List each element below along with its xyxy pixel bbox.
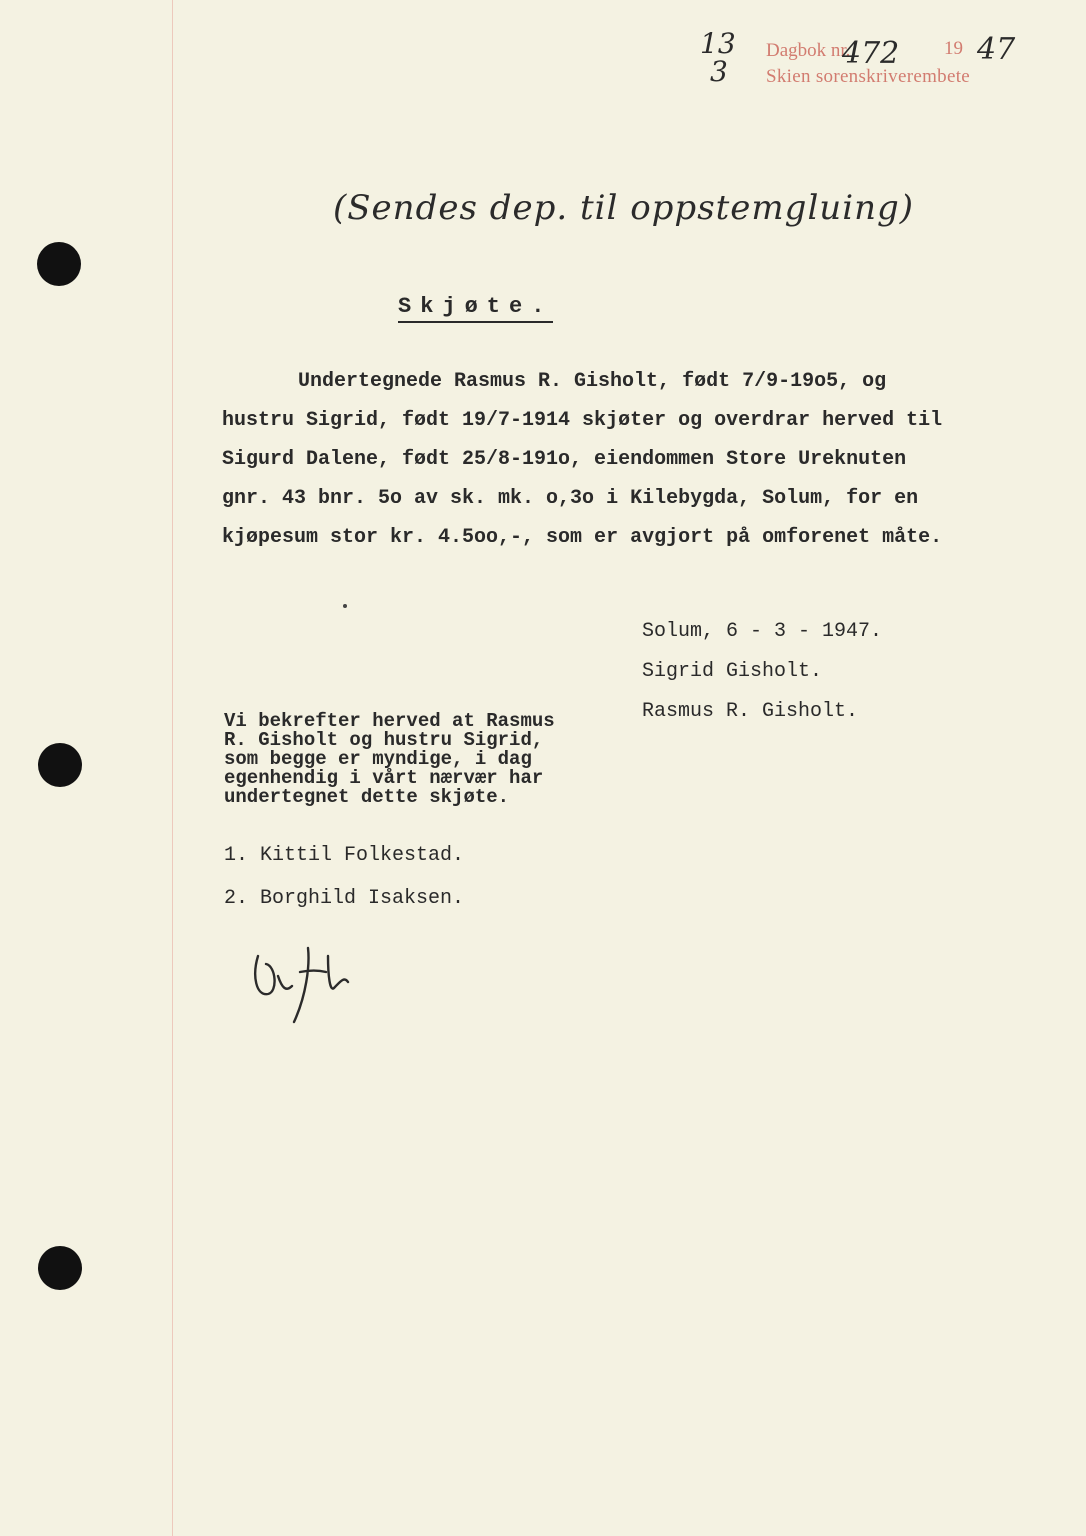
- body-line: Undertegnede Rasmus R. Gisholt, født 7/9-19o5, og: [298, 370, 887, 393]
- punch-hole: [37, 242, 81, 286]
- stamp-year-prefix: 19: [944, 38, 963, 59]
- margin-rule: [172, 0, 173, 1536]
- witness-line: Vi bekrefter herved at Rasmus: [224, 710, 555, 732]
- witness-line: undertegnet dette skjøte.: [224, 786, 510, 808]
- deed-body: [222, 362, 1002, 557]
- witness-entry: 2. Borghild Isaksen.: [224, 887, 465, 910]
- handwritten-initials: [248, 936, 378, 1026]
- stamp-office: Skien sorenskriverembete: [766, 66, 970, 87]
- handwritten-note: (Sendes dep. til oppstemgluing): [333, 188, 915, 228]
- signature-block: [642, 612, 882, 732]
- entry-year: 47: [977, 32, 1016, 67]
- body-line: Sigurd Dalene, født 25/8-191o, eiendommen Store Ureknuten: [222, 448, 907, 471]
- punch-hole: [38, 1246, 82, 1290]
- stamp-label: Dagbok nr.: [766, 40, 851, 61]
- document-title: Skjøte.: [398, 294, 553, 323]
- entry-number: 472: [842, 36, 900, 71]
- body-line: hustru Sigrid, født 19/7-1914 skjøter og overdrar herved til: [222, 409, 943, 432]
- place-date: Solum, 6 - 3 - 1947.: [642, 620, 883, 643]
- date-day: 13: [700, 27, 736, 60]
- witness-statement: [224, 712, 555, 807]
- punch-hole: [38, 743, 82, 787]
- signer-name: Sigrid Gisholt.: [642, 660, 823, 683]
- witness-line: som begge er myndige, i dag: [224, 748, 532, 770]
- signer-name: Rasmus R. Gisholt.: [642, 700, 859, 723]
- handwritten-date: [700, 27, 736, 88]
- witness-line: egenhendig i vårt nærvær har: [224, 767, 544, 789]
- body-line: gnr. 43 bnr. 5o av sk. mk. o,3o i Kilebygda, Solum, for en: [222, 487, 919, 510]
- witness-entry: 1. Kittil Folkestad.: [224, 844, 465, 867]
- witness-list: [224, 834, 464, 920]
- date-month: 3: [710, 55, 728, 88]
- witness-line: R. Gisholt og hustru Sigrid,: [224, 729, 544, 751]
- body-line: kjøpesum stor kr. 4.5oo,-, som er avgjort på omforenet måte.: [222, 526, 943, 549]
- ink-dot: [343, 604, 347, 608]
